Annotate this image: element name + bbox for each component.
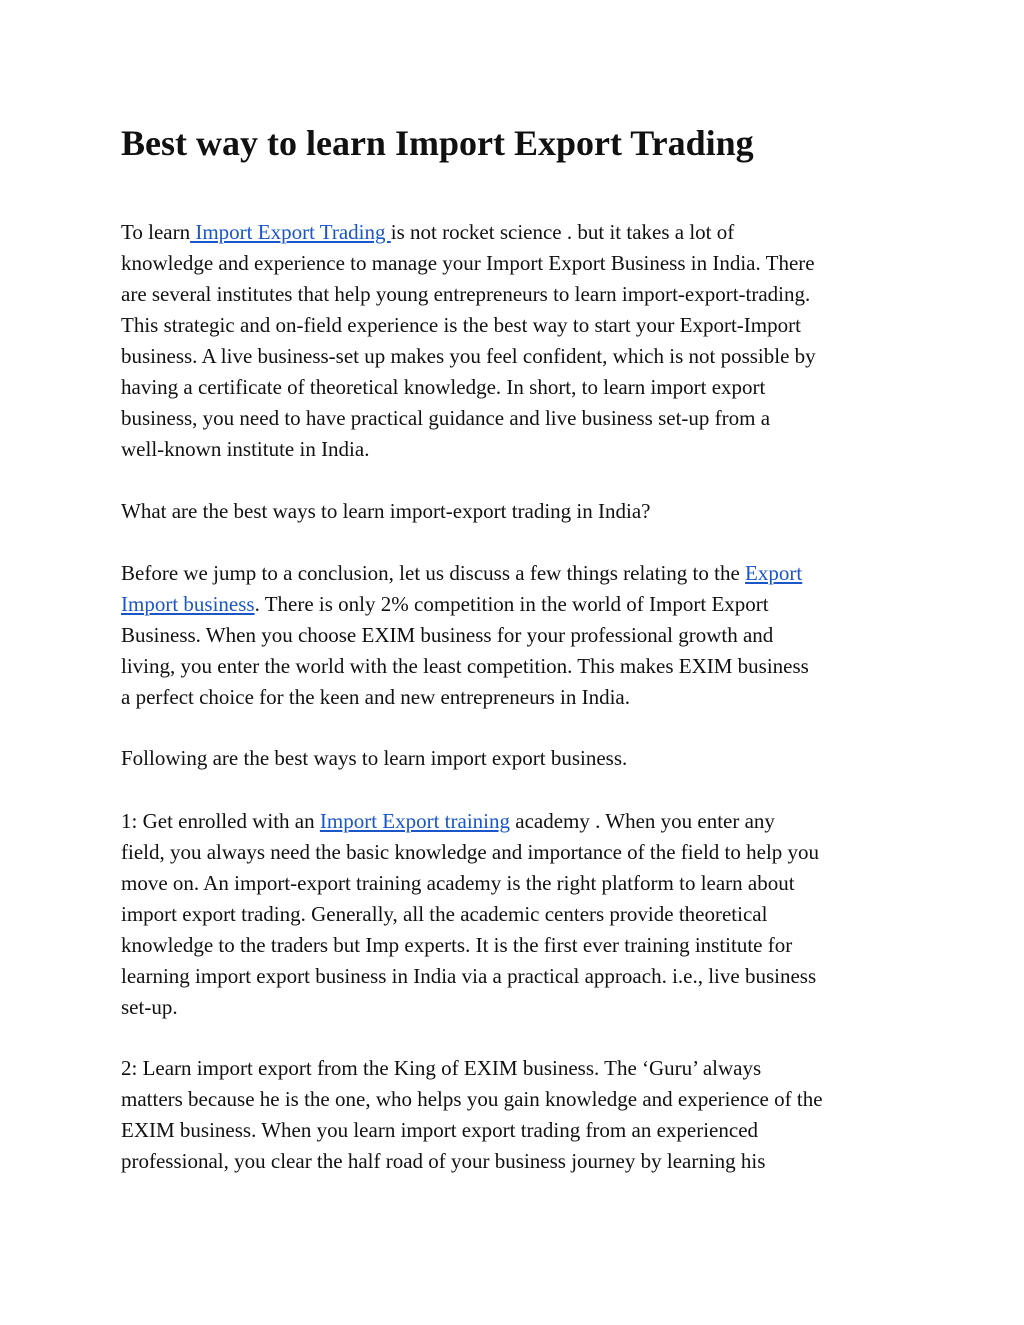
text-line: having a certificate of theoretical knowledge. In short, to learn import export: [121, 375, 766, 399]
text-line: import export trading. Generally, all the academic centers provide theoretical: [121, 902, 768, 926]
import-export-training-link[interactable]: Import Export training: [319, 809, 511, 833]
text-line: professional, you clear the half road of your business journey by learning his: [121, 1149, 766, 1173]
text-line: 1: Get enrolled with an Import Export training academy . When you enter any: [121, 809, 775, 833]
text-line: business. A live business-set up makes you feel confident, which is not possible by: [121, 344, 816, 368]
text-line: well-known institute in India.: [121, 437, 370, 461]
way-2-paragraph: [121, 1053, 911, 1177]
competition-paragraph: [121, 558, 911, 713]
text-line: set-up.: [121, 995, 178, 1019]
text-line: To learn Import Export Trading is not rocket science . but it takes a lot of: [121, 220, 735, 244]
document-title: Best way to learn Import Export Trading: [121, 123, 754, 163]
way-1-paragraph: [121, 806, 911, 1023]
text-line: business, you need to have practical guidance and live business set-up from a: [121, 406, 771, 430]
text-line: Before we jump to a conclusion, let us discuss a few things relating to the Export: [121, 561, 803, 585]
text-line: move on. An import-export training academy is the right platform to learn about: [121, 871, 795, 895]
export-import-business-link[interactable]: Export: [745, 561, 803, 585]
text-line: Business. When you choose EXIM business for your professional growth and: [121, 623, 774, 647]
import-export-trading-link[interactable]: Import Export Trading: [190, 220, 391, 244]
text-line: EXIM business. When you learn import export trading from an experienced: [121, 1118, 759, 1142]
text-line: field, you always need the basic knowledge and importance of the field to help you: [121, 840, 820, 864]
ways-intro-paragraph: [121, 743, 911, 774]
text-line: matters because he is the one, who helps you gain knowledge and experience of the: [121, 1087, 823, 1111]
text-line: This strategic and on-field experience is the best way to start your Export-Import: [121, 313, 801, 337]
text-line: 2: Learn import export from the King of EXIM business. The ‘Guru’ always: [121, 1056, 762, 1080]
intro-paragraph: [121, 217, 911, 465]
text-line: living, you enter the world with the least competition. This makes EXIM business: [121, 654, 809, 678]
text-line: Import business. There is only 2% competition in the world of Import Export: [121, 592, 769, 616]
text-line: are several institutes that help young entrepreneurs to learn import-export-trading.: [121, 282, 811, 306]
export-import-business-link-continued[interactable]: Import business: [121, 592, 255, 616]
text-line: learning import export business in India via a practical approach. i.e., live business: [121, 964, 817, 988]
text-line: knowledge to the traders but Imp experts. It is the first ever training institute for: [121, 933, 793, 957]
text-line: Following are the best ways to learn import export business.: [121, 746, 628, 770]
text-line: What are the best ways to learn import-export trading in India?: [121, 499, 651, 523]
text-line: knowledge and experience to manage your Import Export Business in India. There: [121, 251, 815, 275]
text-line: a perfect choice for the keen and new entrepreneurs in India.: [121, 685, 630, 709]
question-paragraph: [121, 496, 911, 527]
